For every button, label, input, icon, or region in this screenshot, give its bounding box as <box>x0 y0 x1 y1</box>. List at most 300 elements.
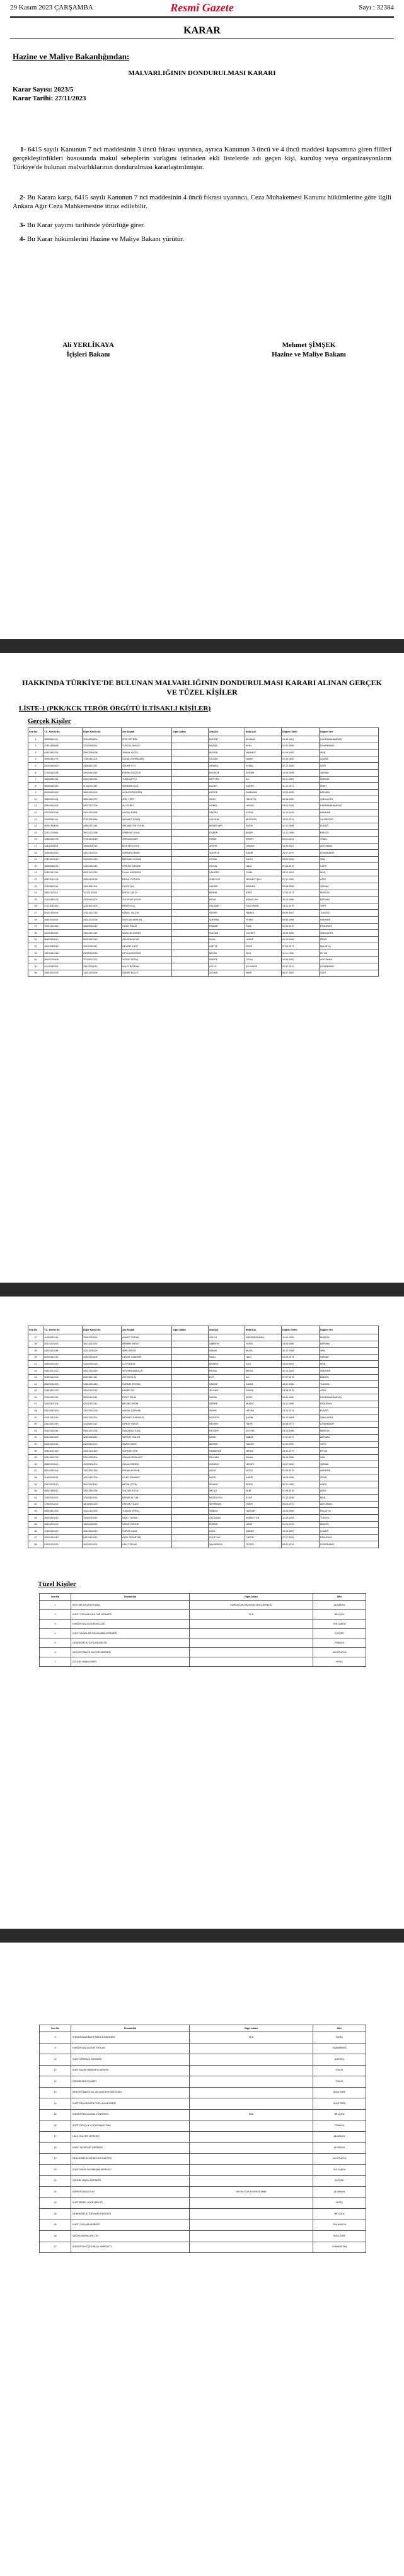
table-cell: 43102310240 <box>43 1414 83 1421</box>
table-cell: ROJ HAK A KURDISTANA <box>71 1601 190 1610</box>
table-cell: GÜLSÜM <box>209 816 245 823</box>
page-4 <box>0 1943 404 2576</box>
table-row <box>28 903 379 910</box>
table-header-row <box>40 1594 366 1601</box>
table-cell: KÜRT KADIN HAREKETİ AVRUPA <box>71 2065 190 2076</box>
table-cell: 14130201010 <box>83 856 122 863</box>
table-row <box>28 1414 379 1421</box>
table-cell: 38453010034 <box>43 917 83 924</box>
table-cell: HAYRİ TAŞ <box>122 883 172 890</box>
table-cell: KEMAL <box>245 763 282 770</box>
table-cell: 37253240080 <box>83 816 122 823</box>
column-header: Diğer Kimlik No <box>83 1326 122 1334</box>
table-cell: 30402044210 <box>83 923 122 930</box>
table-cell: 10 <box>28 796 43 803</box>
table-cell: ŞEMSETTİN <box>245 1515 282 1522</box>
table-cell: MALATYA <box>320 1508 379 1515</box>
table-cell: ŞIRNAK <box>320 883 379 890</box>
table-cell: 26 <box>40 2231 71 2242</box>
table-cell: İSVEÇ <box>313 1657 366 1667</box>
table-cell: ERDAL ÇELİK <box>122 890 172 897</box>
table-row <box>28 1434 379 1441</box>
table-cell: 49 <box>28 1414 43 1421</box>
table-row <box>40 1601 366 1610</box>
table-cell: 11.10.1971 <box>282 783 320 790</box>
table-cell: 27 <box>40 2242 71 2253</box>
table-cell: DİLBER <box>209 830 245 837</box>
table-cell: 27.07.1981 <box>282 1534 320 1541</box>
table-cell <box>172 930 209 937</box>
table-cell: TUNCELİ <box>320 1381 379 1388</box>
table-cell <box>172 1474 209 1481</box>
table-cell: REMZİ KOÇ <box>122 903 172 910</box>
table-cell: 68 <box>28 1541 43 1548</box>
table-cell: 01.01.1991 <box>282 836 320 843</box>
table-cell: ÖMER <box>245 1501 282 1508</box>
paragraph-number: 2- <box>20 194 26 201</box>
paragraph-1 <box>13 145 391 172</box>
table-cell: 41120342024 <box>43 963 83 970</box>
table-cell: MAZLUM GÜNEŞ <box>122 930 172 937</box>
table-cell: SULTAN <box>209 930 245 937</box>
table-row <box>28 1354 379 1361</box>
table-cell: 61 <box>28 1495 43 1502</box>
table-cell: 10.04.1969 <box>282 1334 320 1341</box>
table-row <box>28 1481 379 1488</box>
table-cell: GÜLAY ERDEM <box>122 1461 172 1468</box>
table-cell: AVUSTURYA <box>313 2153 366 2165</box>
table-cell: 66 <box>28 1528 43 1535</box>
table-cell: BİNGÖL <box>320 1374 379 1381</box>
table-cell: MELEK <box>209 950 245 957</box>
table-cell: ALMANYA <box>313 1601 366 1610</box>
decision-number: Karar Sayısı: 2023/5 <box>13 86 74 93</box>
table-cell: 15 <box>28 830 43 837</box>
table-cell: 1 <box>40 1601 71 1610</box>
table-cell: HANIM <box>209 1394 245 1401</box>
table-cell: HACI <box>245 1354 282 1361</box>
table-cell: FATMA <box>209 1367 245 1374</box>
table-cell: 18401541092 <box>83 789 122 796</box>
table-cell: 02.01.1972 <box>282 963 320 970</box>
table-cell: 20.12.1990 <box>282 1495 320 1502</box>
table-cell: ALİ ÖZBEY <box>122 803 172 809</box>
table-cell: 22940926600 <box>83 736 122 743</box>
table-cell <box>172 1361 209 1368</box>
table-row <box>40 2032 366 2044</box>
table-cell: REYHAN <box>209 1454 245 1461</box>
table-cell: HAKKARİ <box>320 1467 379 1474</box>
table-cell: MEHMET KARAKUŞ <box>122 1414 172 1421</box>
table-cell: 43200401004 <box>83 897 122 903</box>
table-cell: TUNCAL AKINCI <box>122 743 172 750</box>
table-cell: BİTLİS <box>320 1448 379 1455</box>
table-cell: 27103303040 <box>83 836 122 843</box>
table-cell: 51 <box>28 1428 43 1435</box>
table-cell: 32 <box>28 943 43 950</box>
table-cell: KAHRAMANMARAŞ <box>320 803 379 809</box>
table-cell <box>190 2242 313 2253</box>
table-cell: 50 <box>28 1421 43 1428</box>
table-cell: 41403044244 <box>43 1334 83 1341</box>
table-cell <box>172 903 209 910</box>
table-cell: 44303451034 <box>43 750 83 756</box>
table-cell <box>172 756 209 763</box>
table-cell: 18405452244 <box>43 776 83 783</box>
column-header: Diğer Adları <box>190 1594 313 1601</box>
table-cell: 28340120412 <box>43 1461 83 1468</box>
column-header: T.C. Kimlik No <box>43 1326 83 1334</box>
table-row <box>28 883 379 890</box>
table-cell <box>172 850 209 857</box>
table-cell <box>172 1394 209 1401</box>
table-cell: DEMOKRATİK ÖZERKLİK KOMİTESİ <box>71 2153 190 2165</box>
table-cell: ŞANLIURFA <box>320 1414 379 1421</box>
table-cell: 21 <box>28 869 43 876</box>
table-cell: 12 <box>28 809 43 816</box>
table-cell <box>172 883 209 890</box>
table-cell: HALİL <box>245 863 282 870</box>
table-row <box>40 2209 366 2220</box>
table-cell: 13 <box>40 2087 71 2098</box>
table-cell: ELAZIĞ <box>320 823 379 830</box>
table-cell: VEDAT ÖZGÜR <box>122 1521 172 1528</box>
table-cell <box>172 863 209 870</box>
table-header-row <box>28 1326 379 1334</box>
table-cell: 35 <box>28 963 43 970</box>
table-cell: 06.06.1988 <box>282 917 320 924</box>
table-cell: 27 <box>28 910 43 917</box>
table-row <box>28 1534 379 1541</box>
header-rule <box>10 16 394 18</box>
table-cell: RAMAZAN TUNÇ <box>122 1428 172 1435</box>
table-cell: İTALYA <box>313 2076 366 2088</box>
table-cell: 31021120050 <box>43 830 83 837</box>
table-cell: ZELİHA <box>209 970 245 977</box>
table-cell <box>172 970 209 977</box>
table-cell <box>172 1488 209 1495</box>
table-cell: 13010431248 <box>43 950 83 957</box>
table-cell: 17.05.1973 <box>282 890 320 897</box>
table-cell: 57 <box>28 1467 43 1474</box>
table-row <box>40 2165 366 2176</box>
table-row <box>40 1620 366 1629</box>
table-cell: 08.07.1987 <box>282 970 320 977</box>
table-cell <box>172 769 209 776</box>
table-cell: ÜMMÜHAN <box>209 1448 245 1455</box>
table-cell: ERHAN KESKİN <box>122 1467 172 1474</box>
table-cell: 21 <box>40 2175 71 2187</box>
table-cell <box>190 1657 313 1667</box>
table-cell: DÖNE <box>209 1434 245 1441</box>
column-header: Baba Adı <box>245 1326 282 1334</box>
table-cell: AĞRI <box>320 1488 379 1495</box>
table-cell: KCD <box>190 1610 313 1620</box>
table-row <box>40 2087 366 2098</box>
table-cell: ŞEYHMUS <box>245 963 282 970</box>
table-cell: 22 <box>40 2187 71 2198</box>
table-row <box>40 1610 366 1620</box>
table-cell: 26053450218 <box>43 863 83 870</box>
table-cell: 32114930004 <box>83 743 122 750</box>
table-cell: 10404512050 <box>43 850 83 857</box>
table-cell: 37521500442 <box>43 856 83 863</box>
table-cell: KURDISTAN HALKININ SESİ DERNEĞİ <box>190 1601 313 1610</box>
table-cell: 16 <box>28 836 43 843</box>
table-cell: 26.12.1980 <box>282 1348 320 1355</box>
table-cell: 37421431218 <box>83 910 122 917</box>
table-cell <box>172 1515 209 1522</box>
table-cell: SEZAİ <box>245 1467 282 1474</box>
table-cell <box>172 1414 209 1421</box>
table-cell: CEMAL ÖZDEMİR <box>122 1354 172 1361</box>
table-cell <box>172 956 209 963</box>
table-cell: MÜZEYYEN <box>209 1495 245 1502</box>
decision-title: MALVARLIĞININ DONDURULMASI KARARI <box>128 69 276 77</box>
table-cell: KÜRT DEMOKRATİK TOPLUM MERKEZİ <box>71 2098 190 2110</box>
table-cell <box>172 890 209 897</box>
table-cell: 11322212162 <box>83 783 122 790</box>
table-cell: ADEM <box>245 823 282 830</box>
table-cell: İNGİLTERE <box>313 2098 366 2110</box>
table-cell <box>190 2197 313 2209</box>
table-cell: 22 <box>28 876 43 883</box>
table-row <box>28 936 379 943</box>
table-row <box>28 816 379 823</box>
table-cell: HALİT SEVİM <box>122 1541 172 1548</box>
table-cell: 13240134420 <box>83 1408 122 1414</box>
legal-persons-table-1 <box>39 1593 366 1667</box>
table-cell: 31411320142 <box>83 943 122 950</box>
table-cell: MUŞ <box>320 869 379 876</box>
table-cell <box>172 897 209 903</box>
table-cell: İNGİLTERE <box>313 2087 366 2098</box>
column-header: Sıra No <box>28 728 43 736</box>
table-cell: 42013402130 <box>43 1454 83 1461</box>
table-cell: AĞRI <box>320 876 379 883</box>
table-cell: MAHMUT <box>245 750 282 756</box>
table-cell: ZEYNEP <box>209 1387 245 1394</box>
table-cell: SELAHATTİN TEKİN <box>122 823 172 830</box>
table-cell: 17 <box>28 843 43 850</box>
table-cell: 33204102410 <box>83 1448 122 1455</box>
table-cell: HASAN KARA <box>122 809 172 816</box>
table-cell: ADIYAMAN <box>320 843 379 850</box>
table-cell: 19 <box>40 2153 71 2165</box>
table-cell <box>172 843 209 850</box>
table-row <box>28 843 379 850</box>
table-cell <box>172 1387 209 1394</box>
table-cell: 07.06.1976 <box>282 863 320 870</box>
table-cell: 44 <box>28 1381 43 1388</box>
table-cell <box>190 2098 313 2110</box>
table-cell: 41 <box>28 1361 43 1368</box>
table-cell: HATİCE <box>209 789 245 796</box>
table-cell: 43 <box>28 1374 43 1381</box>
table-cell: ZİYA <box>245 950 282 957</box>
table-cell: CEMİL <box>245 869 282 876</box>
column-header: Ana Adı <box>209 728 245 736</box>
table-cell: 21034102430 <box>43 1541 83 1548</box>
table-cell: 14302431260 <box>43 869 83 876</box>
table-row <box>28 850 379 857</box>
table-cell: AYTEN KILIÇ <box>122 1374 172 1381</box>
table-cell: 36103430440 <box>43 936 83 943</box>
table-cell: 17213232452 <box>43 903 83 910</box>
table-cell: 31231200120 <box>83 1348 122 1355</box>
table-cell <box>172 1454 209 1461</box>
column-header: Diğer Adları <box>172 1326 209 1334</box>
table-cell <box>172 1374 209 1381</box>
table-cell: 29120104004 <box>43 910 83 917</box>
table-cell: KAHRAMANMARAŞ <box>320 736 379 743</box>
table-cell: HÜSEYİN <box>245 796 282 803</box>
table-cell: 20414320104 <box>83 1454 122 1461</box>
table-cell: RAMAZAN <box>245 789 282 796</box>
table-cell <box>172 736 209 743</box>
table-cell: NAZIM ÖZER <box>122 1441 172 1448</box>
table-cell <box>172 1461 209 1468</box>
table-cell: 28.12.1993 <box>282 869 320 876</box>
table-cell: 21.03.1973 <box>282 1408 320 1414</box>
table-cell: DANİMARKA <box>313 2043 366 2054</box>
table-cell: 32103141204 <box>43 1374 83 1381</box>
table-cell <box>190 2087 313 2098</box>
table-cell: 30.11.1982 <box>282 1481 320 1488</box>
table-cell <box>190 2231 313 2242</box>
table-cell: 45321010138 <box>43 876 83 883</box>
table-cell: 19.06.1981 <box>282 956 320 963</box>
page-2 <box>0 653 404 1283</box>
table-cell: VAN <box>320 1348 379 1355</box>
table-cell <box>172 950 209 957</box>
table-cell <box>172 1381 209 1388</box>
table-cell: TUNCELİ <box>320 1515 379 1522</box>
table-cell: 12.02.1986 <box>282 1381 320 1388</box>
table-cell: 42120302342 <box>83 1401 122 1408</box>
table-cell: NİYAZİ ERDOĞAN <box>122 789 172 796</box>
table-cell: BEKİR <box>245 1481 282 1488</box>
column-header: Sıra No <box>28 1326 43 1334</box>
table-cell: ÖZGÜR MEDYA VAKFI <box>71 2076 190 2088</box>
column-header: T.C. Kimlik No <box>43 728 83 736</box>
table-cell: 14 <box>40 2098 71 2110</box>
table-cell: 12403120140 <box>43 1528 83 1535</box>
table-cell: MEHMET ŞAHİN <box>122 816 172 823</box>
table-cell: NAZLI TURAN <box>122 1515 172 1522</box>
signature-name: Ali YERLİKAYA <box>62 341 114 349</box>
table-row <box>28 890 379 897</box>
table-cell: 15.10.1987 <box>282 1528 320 1535</box>
table-row <box>40 1638 366 1648</box>
table-cell: OSMAN <box>245 843 282 850</box>
table-cell: 38 <box>28 1341 43 1348</box>
table-cell: ABBAS <box>245 1434 282 1441</box>
table-cell: 07.08.1976 <box>282 1488 320 1495</box>
table-cell: 39 <box>28 1348 43 1355</box>
table-cell: 23014203410 <box>43 1481 83 1488</box>
table-cell: 62 <box>28 1501 43 1508</box>
table-cell: MEZOPOTAMYA KÜLTÜR MERKEZİ <box>71 1648 190 1657</box>
signature-interior-minister <box>25 341 151 360</box>
table-cell <box>172 923 209 930</box>
table-row <box>28 1408 379 1414</box>
table-cell: 40003140046 <box>43 823 83 830</box>
table-cell: METİN ÇETİN <box>122 1481 172 1488</box>
table-cell: 31 <box>28 936 43 943</box>
table-cell <box>190 1629 313 1638</box>
table-cell: 30.04.1986 <box>282 897 320 903</box>
table-cell: TUNCELİ <box>320 910 379 917</box>
table-cell: TUNA ÇİFTÇİ <box>122 776 172 783</box>
paragraph-text: Bu Karar hükümlerini Hazine ve Maliye Bakanı yürütür. <box>26 235 185 243</box>
table-row <box>28 856 379 863</box>
table-cell <box>172 1448 209 1455</box>
table-cell <box>190 1648 313 1657</box>
table-cell: MALATYA <box>320 943 379 950</box>
table-cell: ŞIRNAK <box>320 1461 379 1468</box>
table-cell: KÜRDİSTAN ÖZGÜR TOPLUM <box>71 2043 190 2054</box>
table-cell: 41420132340 <box>83 863 122 870</box>
table-cell: 5 <box>28 763 43 770</box>
table-cell <box>172 910 209 917</box>
table-cell: GÜLİZAR <box>209 903 245 910</box>
table-header-row <box>28 728 379 736</box>
table-cell: 19330203240 <box>43 1361 83 1368</box>
column-header: Ünvanı/Adı <box>71 1594 190 1601</box>
table-cell <box>172 856 209 863</box>
table-cell: GÜZİDE <box>209 756 245 763</box>
table-cell: 4 <box>28 756 43 763</box>
table-cell: BELÇİKA <box>313 2209 366 2220</box>
table-cell: KNK <box>190 2109 313 2120</box>
table-cell: VAN <box>320 856 379 863</box>
table-cell: 18 <box>40 2143 71 2154</box>
table-cell: ŞÜKRAN <box>209 917 245 924</box>
table-cell: SİVAS <box>320 836 379 843</box>
table-cell: YASİN <box>245 1341 282 1348</box>
table-cell: EYÜP <box>245 1495 282 1502</box>
table-cell: HALK KÜLTÜR MERKEZİ <box>71 2131 190 2143</box>
table-cell: 13.01.1975 <box>282 903 320 910</box>
table-cell: ERZURUM <box>320 1401 379 1408</box>
table-cell: BÜLBÜL <box>209 750 245 756</box>
table-cell: 31442450120 <box>43 897 83 903</box>
table-cell: 24102340130 <box>83 1488 122 1495</box>
table-cell: ZÜBEYDE <box>209 876 245 883</box>
table-cell: AĞRI <box>320 1387 379 1394</box>
page-1 <box>0 0 404 639</box>
column-header: Adı Soyadı <box>122 1326 172 1334</box>
table-cell <box>172 1501 209 1508</box>
table-cell: ÖZGÜR YAŞAM DERNEĞİ <box>71 2175 190 2187</box>
table-cell: 41304120400 <box>83 1354 122 1361</box>
table-cell: 34130151032 <box>83 776 122 783</box>
table-cell: 20320411044 <box>83 1394 122 1401</box>
table-row <box>28 1361 379 1368</box>
table-cell: SEBAHAT KAYA <box>122 830 172 837</box>
table-cell: MUSTAFA <box>245 816 282 823</box>
table-row <box>28 876 379 883</box>
table-cell: MELİKE AYDIN <box>122 1401 172 1408</box>
table-cell: KARS <box>320 863 379 870</box>
table-cell <box>190 2043 313 2054</box>
table-cell: 42 <box>28 1367 43 1374</box>
table-cell: FIRAT TEKİN <box>122 1394 172 1401</box>
table-cell: 28331542270 <box>83 796 122 803</box>
table-row <box>40 2065 366 2076</box>
table-cell: 04.06.1972 <box>282 1501 320 1508</box>
